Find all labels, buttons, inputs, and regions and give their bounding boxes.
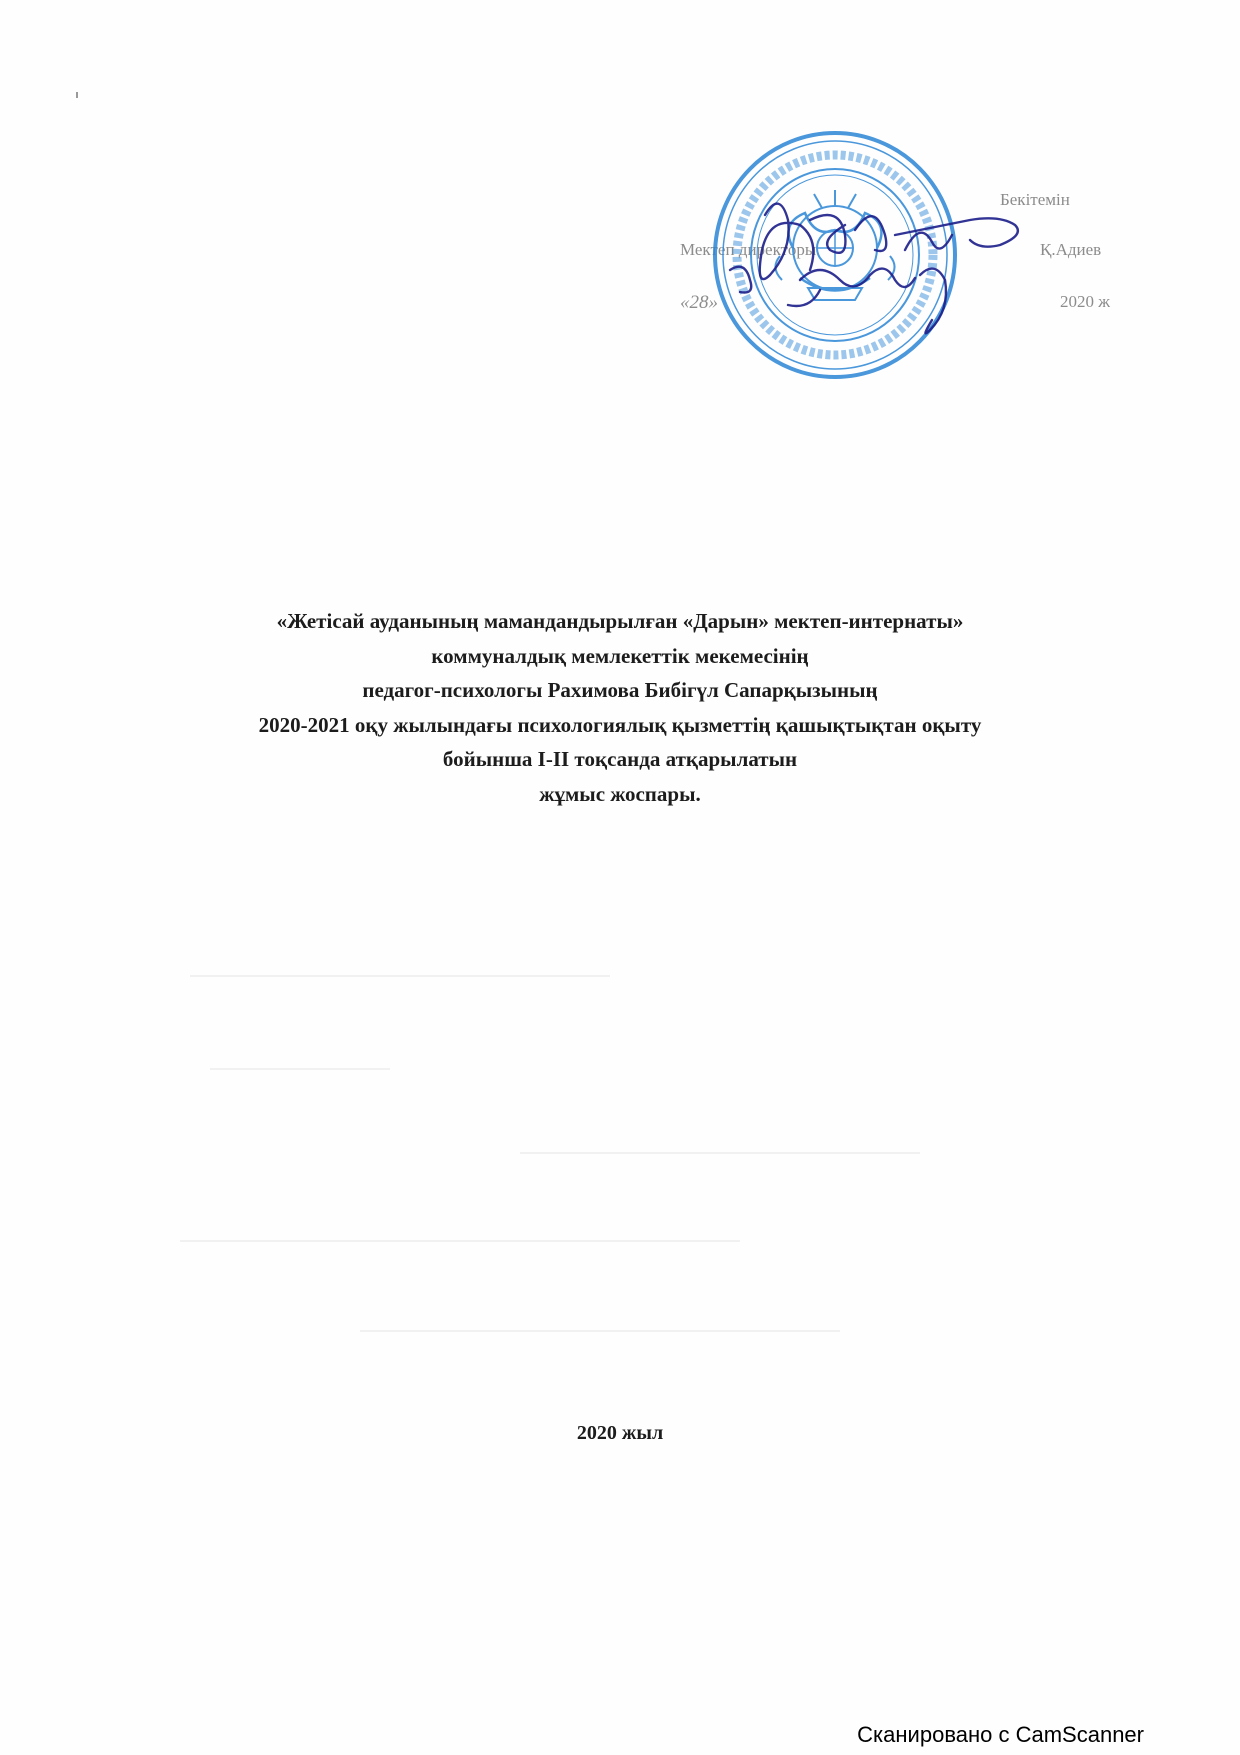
title-line-3: педагог-психологы Рахимова Бибігүл Сапарқызының xyxy=(362,678,878,702)
bleed-through-line xyxy=(190,975,610,977)
camscanner-watermark: Сканировано с CamScanner xyxy=(857,1722,1144,1747)
title-line-2: коммуналдық мемлекеттік мекемесінің xyxy=(431,643,809,668)
title-line-1: «Жетісай ауданының мамандандырылған «Дарын» мектеп-интернаты» xyxy=(276,609,964,633)
approval-date: «28» xyxy=(680,292,718,313)
document-year: 2020 жыл xyxy=(576,1422,664,1444)
title-line-6: жұмыс жоспары. xyxy=(539,781,701,806)
document-title xyxy=(100,604,1140,811)
approval-title: Бекітемін xyxy=(1000,190,1070,209)
bleed-through-line xyxy=(360,1330,840,1332)
title-line-5: бойынша І-ІІ тоқсанда атқарылатын xyxy=(442,747,798,771)
approval-director-label: Мектеп директоры xyxy=(680,240,817,259)
signature-icon xyxy=(670,180,1050,360)
title-line-4: 2020-2021 оқу жылындағы психологиялық қызметтің қашықтықтан оқыту xyxy=(258,712,982,737)
approval-year: 2020 ж xyxy=(1060,292,1110,311)
approval-director-name: Қ.Адиев xyxy=(1040,240,1102,259)
scan-speck xyxy=(76,92,78,98)
bleed-through-line xyxy=(210,1068,390,1070)
bleed-through-line xyxy=(180,1240,740,1242)
bleed-through-line xyxy=(520,1152,920,1154)
